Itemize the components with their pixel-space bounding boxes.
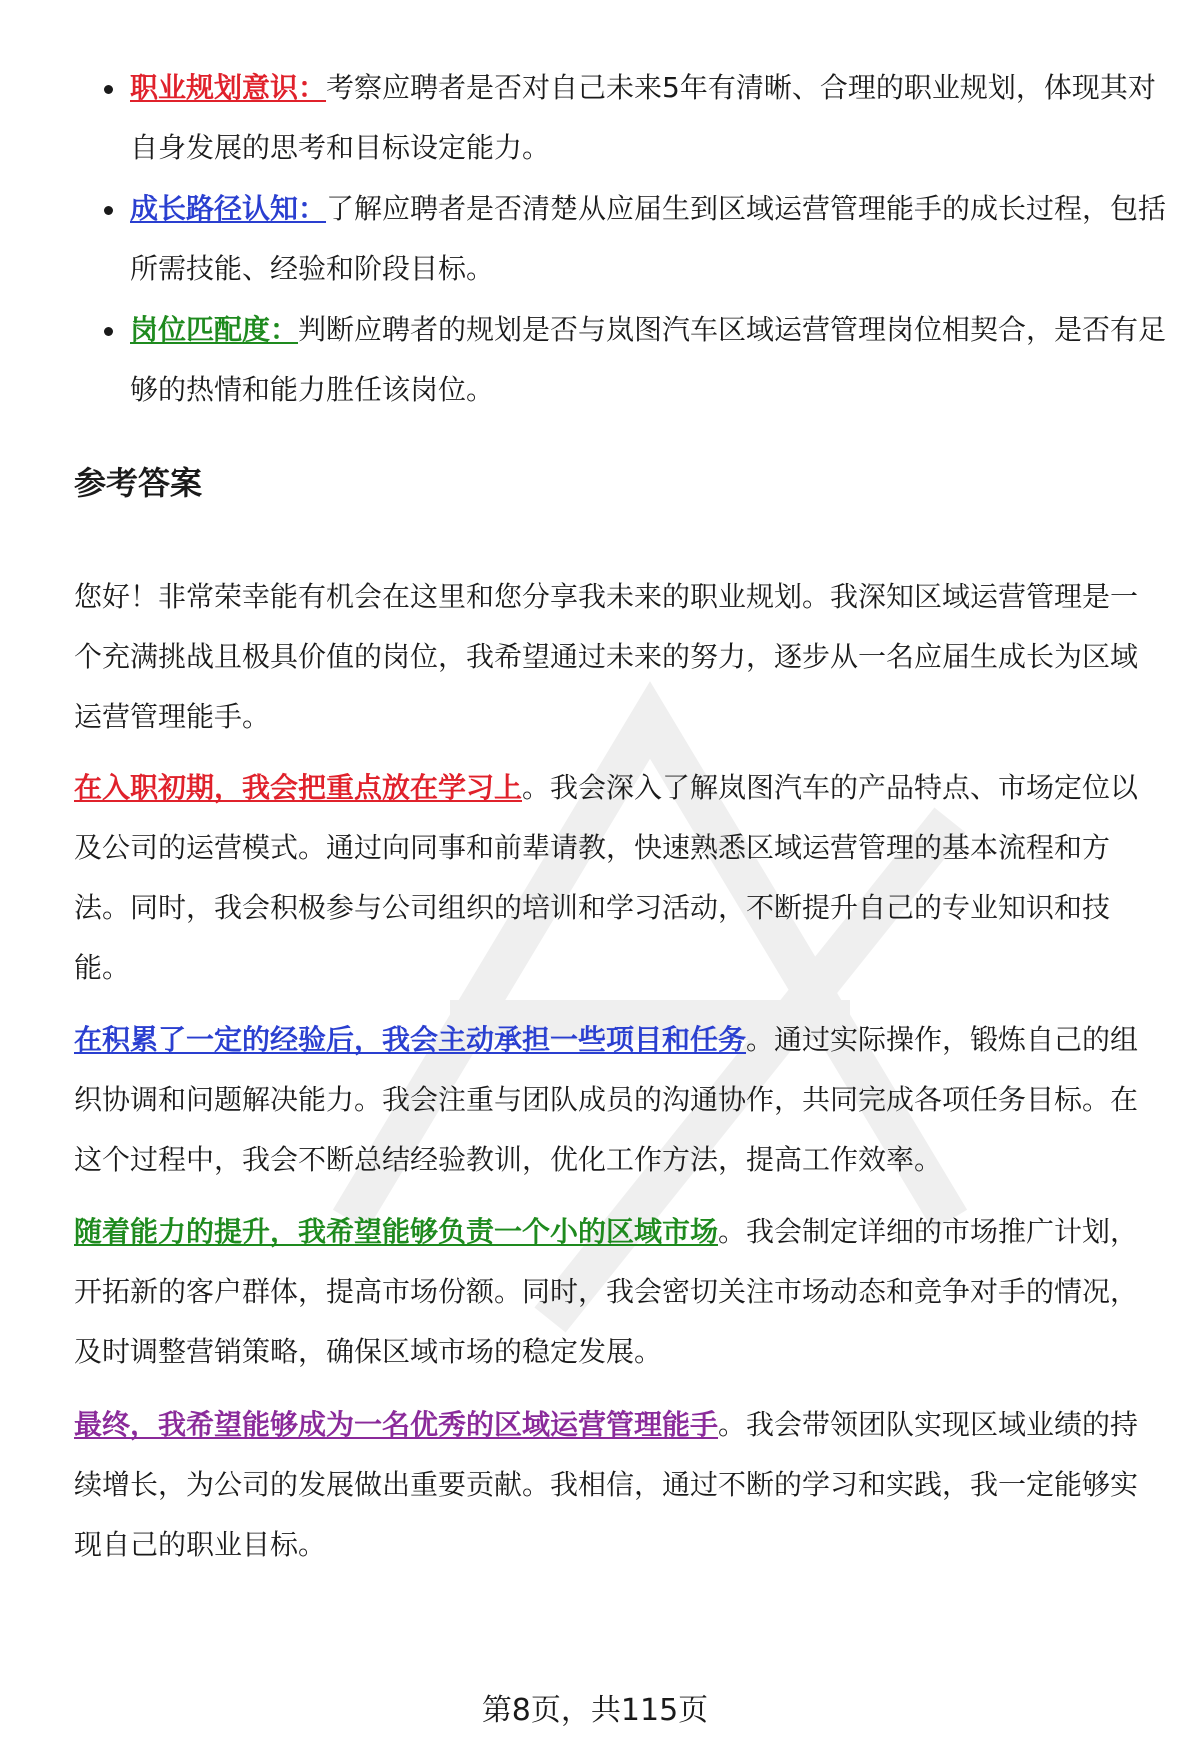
bullet-dot-icon (104, 206, 113, 215)
paragraph-lead: 最终，我希望能够成为一名优秀的区域运营管理能手 (74, 1408, 719, 1441)
criteria-keyword: 成长路径认知： (130, 192, 327, 225)
section-heading: 参考答案 (74, 464, 203, 502)
bullet-dot-icon (104, 327, 113, 336)
paragraph-text: 。我会深入了解岚图汽车的产品特点、市场定位以及公司的运营模式。通过向同事和前辈请教，快速熟悉区域运营管理的基本流程和方法。同时，我会积极参与公司组织的培训和学习活动，不断提升自己的专业知识和技能。 (74, 771, 1139, 984)
paragraph-lead: 在积累了一定的经验后，我会主动承担一些项目和任务 (74, 1023, 747, 1056)
criteria-keyword: 岗位匹配度： (130, 313, 299, 346)
list-item (100, 179, 1170, 299)
answer-paragraph (74, 1395, 1164, 1575)
criteria-list (100, 58, 1170, 421)
criteria-keyword: 职业规划意识： (130, 71, 327, 104)
answer-paragraph (74, 1202, 1164, 1382)
criteria-text: 了解应聘者是否清楚从应届生到区域运营管理能手的成长过程，包括所需技能、经验和阶段目标。 (130, 192, 1167, 285)
paragraph-text: 。我会制定详细的市场推广计划，开拓新的客户群体，提高市场份额。同时，我会密切关注市场动态和竞争对手的情况，及时调整营销策略，确保区域市场的稳定发展。 (74, 1215, 1139, 1368)
list-item (100, 300, 1170, 420)
paragraph-text: 。我会带领团队实现区域业绩的持续增长，为公司的发展做出重要贡献。我相信，通过不断的学习和实践，我一定能够实现自己的职业目标。 (74, 1408, 1139, 1561)
paragraph-lead: 随着能力的提升，我希望能够负责一个小的区域市场 (74, 1215, 719, 1248)
intro-paragraph: 您好！非常荣幸能有机会在这里和您分享我未来的职业规划。我深知区域运营管理是一个充满挑战且极具价值的岗位，我希望通过未来的努力，逐步从一名应届生成长为区域运营管理能手。 (74, 580, 1139, 733)
criteria-text: 考察应聘者是否对自己未来5年有清晰、合理的职业规划，体现其对自身发展的思考和目标设定能力。 (130, 71, 1156, 164)
list-item (100, 58, 1170, 178)
page-number: 第8页，共115页 (481, 1693, 709, 1728)
bullet-dot-icon (104, 85, 113, 94)
paragraph-lead: 在入职初期，我会把重点放在学习上 (74, 771, 523, 804)
answer-paragraph (74, 758, 1164, 998)
criteria-text: 判断应聘者的规划是否与岚图汽车区域运营管理岗位相契合，是否有足够的热情和能力胜任该岗位。 (130, 313, 1167, 406)
paragraph-text: 。通过实际操作，锻炼自己的组织协调和问题解决能力。我会注重与团队成员的沟通协作，共同完成各项任务目标。在这个过程中，我会不断总结经验教训，优化工作方法，提高工作效率。 (74, 1023, 1139, 1176)
answer-paragraph (74, 1010, 1164, 1190)
